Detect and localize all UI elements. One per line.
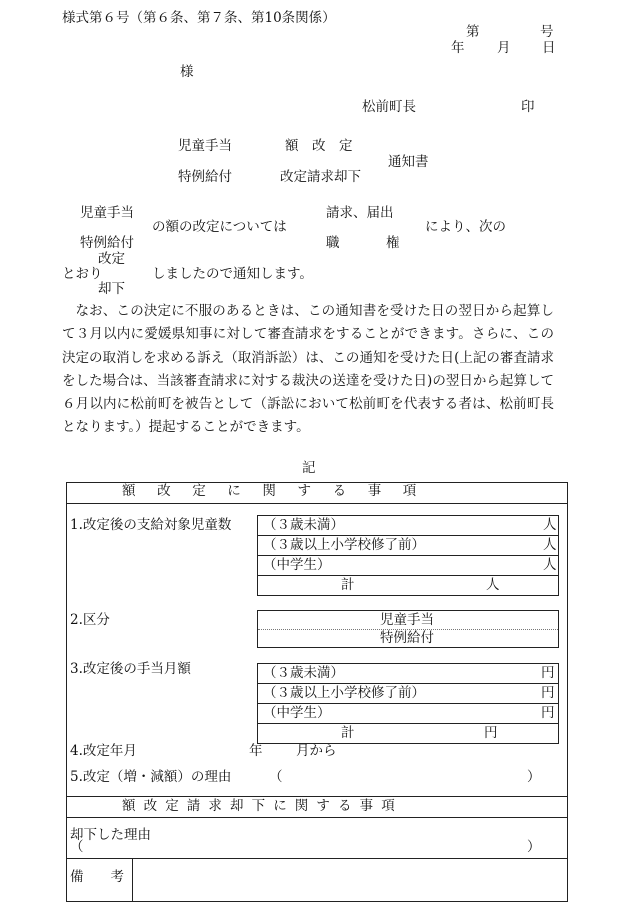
remarks-label: 備 考	[70, 869, 124, 885]
item3-row3: （中学生）	[263, 705, 331, 721]
item1-unit3: 人	[543, 557, 557, 573]
date-month: 月	[497, 40, 511, 56]
notice-paragraph	[62, 300, 554, 440]
item1-row1: （３歳未満）	[263, 517, 344, 533]
item4-year: 年	[249, 743, 263, 759]
title-gaku-kaitei: 額 改 定	[285, 138, 353, 154]
number-go: 号	[540, 24, 554, 40]
item5-paren-open: （	[269, 769, 283, 785]
intro-kaitei: 改定	[98, 251, 125, 267]
seal-mark: 印	[521, 99, 535, 115]
notice-text: なお、この決定に不服のあるときは、この通知書を受けた日の翌日から起算して３月以内に愛媛県知事に対して審査請求をすることができます。さらに、この決定の取消しを求める訴え（取消訴訟）は、この通知を受けた日(上記の審査請求をした場合は、当該審査請求に対する裁決の送達を受けた日)の翌日から起算して６月以内に松前町を被告として（訴訟において松前町を代表する者は、松前町長となります。）提起することができます。	[62, 303, 554, 436]
item4-month-from: 月から	[296, 743, 337, 759]
form-number: 様式第６号（第６条、第７条、第10条関係）	[62, 10, 336, 26]
addressee-sama: 様	[180, 64, 194, 80]
intro-jidou-teate: 児童手当	[80, 205, 134, 221]
title-kaitei-seikyu-kyakka: 改定請求却下	[280, 169, 361, 185]
intro-tokurei-kyufu: 特例給付	[80, 235, 134, 251]
item3-total: 計	[341, 725, 355, 741]
item2-tokurei-kyufu: 特例給付	[380, 630, 434, 646]
intro-mashita: しましたので通知します。	[152, 266, 313, 282]
section-gaku-kaitei-header: 額改定に関する事項	[122, 483, 438, 499]
item2-jidou-teate: 児童手当	[380, 612, 434, 628]
ki-label: 記	[302, 460, 316, 476]
item1-row2: （３歳以上小学校修了前）	[263, 537, 425, 553]
intro-kyakka: 却下	[98, 281, 125, 297]
reject-reason-label: 却下した理由	[70, 827, 151, 843]
item1-total: 計	[341, 577, 355, 593]
title-jidou-teate: 児童手当	[178, 138, 232, 154]
intro-shokken-2: 権	[386, 235, 400, 251]
intro-niyori: により、次の	[425, 219, 506, 235]
item4-label: 4.改定年月	[70, 743, 137, 759]
item3-unit2: 円	[541, 685, 555, 701]
number-dai: 第	[466, 24, 480, 40]
title-tokurei-kyufu: 特例給付	[178, 169, 232, 185]
issuer: 松前町長	[362, 99, 416, 115]
item3-row2: （３歳以上小学校修了前）	[263, 685, 425, 701]
item3-unit3: 円	[541, 705, 555, 721]
date-year: 年	[451, 40, 465, 56]
item1-total-unit: 人	[486, 577, 500, 593]
item2-label: 2.区分	[70, 612, 110, 628]
reject-paren-close: ）	[527, 839, 541, 855]
date-day: 日	[542, 40, 556, 56]
intro-toori: とおり	[62, 266, 103, 282]
item1-unit2: 人	[543, 537, 557, 553]
item3-row1: （３歳未満）	[263, 665, 344, 681]
intro-mid-text: の額の改定については	[152, 219, 287, 235]
section-kyakka-header: 額改定請求却下に関する事項	[122, 798, 403, 814]
item5-label: 5.改定（増・減額）の理由	[70, 769, 232, 785]
item3-label: 3.改定後の手当月額	[70, 661, 191, 677]
item5-paren-close: ）	[527, 769, 541, 785]
reject-paren-open: （	[70, 839, 84, 855]
intro-seikyu-todokede: 請求、届出	[326, 205, 394, 221]
item3-unit1: 円	[541, 665, 555, 681]
item1-label: 1.改定後の支給対象児童数	[70, 517, 232, 533]
title-tsuchisho: 通知書	[388, 154, 429, 170]
item1-unit1: 人	[543, 517, 557, 533]
item1-row3: （中学生）	[263, 557, 331, 573]
remarks-field[interactable]	[133, 859, 567, 901]
intro-shokken-1: 職	[326, 235, 340, 251]
item3-total-unit: 円	[484, 725, 498, 741]
